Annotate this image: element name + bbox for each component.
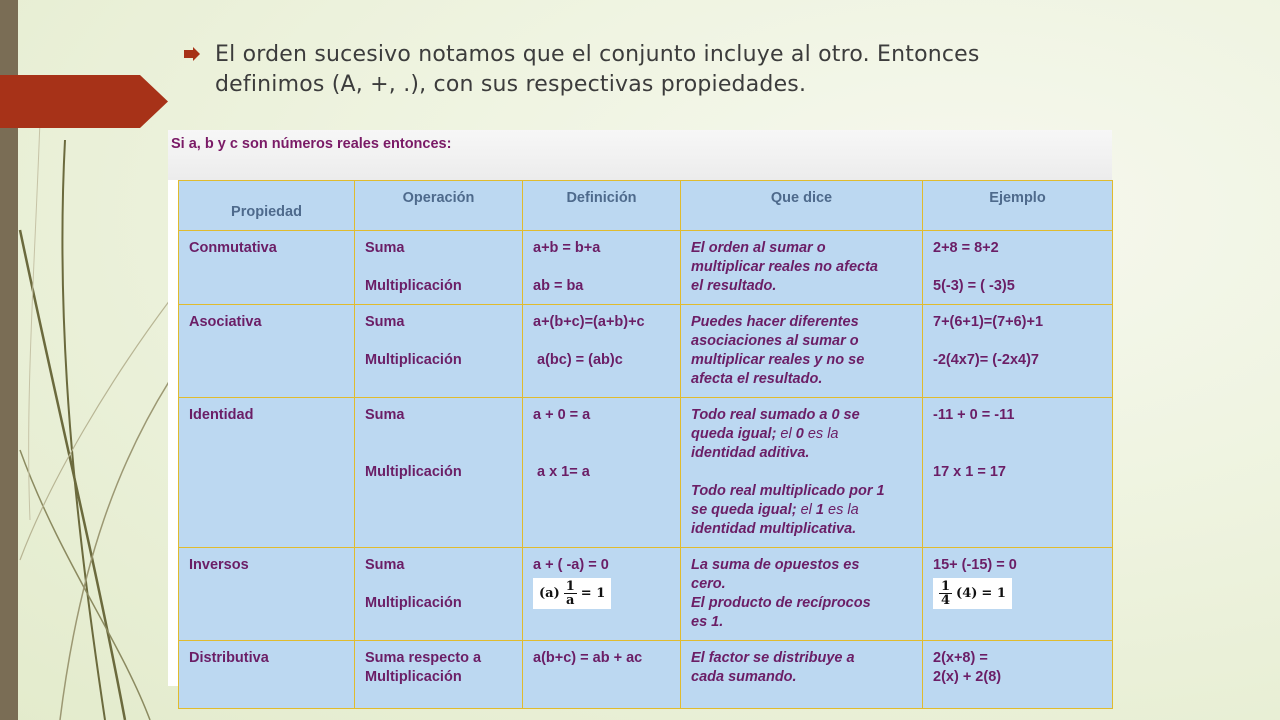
table-row — [179, 398, 1113, 548]
cell-propiedad: Asociativa — [179, 305, 355, 398]
cell-text: 7+(6+1)=(7+6)+1 — [933, 314, 1044, 330]
cell-text: 1 — [815, 502, 824, 518]
cell-text: multiplicar reales y no se — [691, 352, 865, 368]
properties-table — [178, 180, 1113, 709]
cell-text: cada sumando. — [691, 669, 797, 685]
cell-definicion — [523, 548, 681, 641]
cell-text: afecta el resultado. — [691, 371, 823, 387]
cell-text — [691, 425, 912, 444]
formula-text: (a) — [539, 586, 560, 601]
cell-text: a + ( -a) = 0 — [533, 557, 609, 573]
cell-text: el resultado. — [691, 278, 777, 294]
cell-text: Multiplicación — [365, 464, 462, 480]
formula-text: = 1 — [580, 586, 606, 601]
properties-table-image — [168, 130, 1112, 686]
arrow-bullet-icon — [184, 47, 200, 61]
cell-definicion — [523, 398, 681, 548]
cell-text: a(b+c) = ab + ac — [533, 650, 643, 666]
header-que-dice: Que dice — [681, 181, 923, 231]
cell-text: 0 — [795, 426, 804, 442]
cell-que-dice — [681, 398, 923, 548]
table-row — [179, 641, 1113, 709]
table-row — [179, 231, 1113, 305]
reciprocal-example-image — [933, 578, 1012, 609]
cell-que-dice — [681, 641, 923, 709]
cell-que-dice — [681, 305, 923, 398]
cell-text: queda igual; — [691, 426, 777, 442]
cell-text: el — [796, 502, 816, 518]
cell-text: ab = ba — [533, 278, 584, 294]
cell-text: -2(4x7)= (-2x4)7 — [933, 352, 1039, 368]
formula-text: (4) — [956, 586, 978, 601]
header-operacion: Operación — [355, 181, 523, 231]
table-row — [179, 305, 1113, 398]
cell-text: 5(-3) = ( -3)5 — [933, 278, 1015, 294]
cell-definicion — [523, 231, 681, 305]
header-definicion: Definición — [523, 181, 681, 231]
cell-operacion — [355, 231, 523, 305]
fraction-denominator: 4 — [941, 593, 951, 608]
slide-text-line-1: El orden sucesivo notamos que el conjunto incluye al otro. Entonces — [215, 42, 980, 67]
cell-text: 15+ (-15) = 0 — [933, 557, 1017, 573]
cell-text: 17 x 1 = 17 — [933, 464, 1006, 480]
cell-text: identidad aditiva. — [691, 445, 810, 461]
cell-text: Suma — [365, 314, 405, 330]
cell-text: a x 1= a — [537, 464, 590, 480]
cell-text: Suma — [365, 240, 405, 256]
cell-ejemplo — [923, 548, 1113, 641]
cell-text: El factor se distribuye a — [691, 650, 855, 666]
cell-text: Multiplicación — [365, 352, 462, 368]
cell-text: Multiplicación — [365, 669, 462, 685]
slide-body-text — [215, 40, 1215, 100]
cell-propiedad: Conmutativa — [179, 231, 355, 305]
fraction — [564, 580, 577, 607]
cell-text: Suma — [365, 557, 405, 573]
cell-ejemplo — [923, 641, 1113, 709]
fraction — [939, 580, 952, 607]
cell-text: Multiplicación — [365, 278, 462, 294]
cell-text: a(bc) = (ab)c — [537, 352, 623, 368]
reciprocal-formula-image — [533, 578, 611, 609]
cell-text: a + 0 = a — [533, 407, 591, 423]
red-arrow-tab — [0, 75, 168, 128]
cell-text: es la — [823, 502, 859, 518]
cell-ejemplo — [923, 305, 1113, 398]
cell-operacion — [355, 548, 523, 641]
cell-text: Suma — [365, 407, 405, 423]
fraction-denominator: a — [566, 593, 575, 608]
cell-text: 2(x) + 2(8) — [933, 669, 1002, 685]
cell-text: Todo real multiplicado por 1 — [691, 483, 885, 499]
table-row — [179, 548, 1113, 641]
cell-text: asociaciones al sumar o — [691, 333, 859, 349]
table-caption: Si a, b y c son números reales entonces: — [171, 136, 452, 152]
cell-text: La suma de opuestos es — [691, 557, 860, 573]
formula-text: = 1 — [981, 586, 1006, 601]
cell-text: Todo real sumado a 0 se — [691, 407, 860, 423]
cell-text: cero. — [691, 576, 726, 592]
cell-text: Multiplicación — [365, 595, 462, 611]
cell-text: El producto de recíprocos — [691, 595, 871, 611]
cell-text: a+(b+c)=(a+b)+c — [533, 314, 645, 330]
cell-definicion — [523, 305, 681, 398]
cell-text: identidad multiplicativa. — [691, 521, 857, 537]
cell-que-dice — [681, 548, 923, 641]
cell-text: 2(x+8) = — [933, 650, 988, 666]
header-ejemplo: Ejemplo — [923, 181, 1113, 231]
cell-text: es 1. — [691, 614, 724, 630]
cell-text: El orden al sumar o — [691, 240, 826, 256]
cell-definicion — [523, 641, 681, 709]
cell-propiedad: Identidad — [179, 398, 355, 548]
fraction-numerator: 1 — [565, 579, 575, 594]
fraction-numerator: 1 — [941, 579, 951, 594]
table-header-row — [179, 181, 1113, 231]
cell-text: se queda igual; — [691, 502, 797, 518]
slide-text-line-2: definimos (A, +, .), con sus respectivas propiedades. — [215, 72, 807, 97]
cell-text: es la — [803, 426, 839, 442]
cell-que-dice — [681, 231, 923, 305]
cell-ejemplo — [923, 398, 1113, 548]
cell-text: Puedes hacer diferentes — [691, 314, 859, 330]
cell-text — [691, 501, 912, 520]
cell-operacion — [355, 305, 523, 398]
cell-text: Suma respecto a — [365, 650, 482, 666]
cell-operacion — [355, 641, 523, 709]
cell-propiedad: Distributiva — [179, 641, 355, 709]
cell-text: a+b = b+a — [533, 240, 601, 256]
cell-text: multiplicar reales no afecta — [691, 259, 878, 275]
cell-text: 2+8 = 8+2 — [933, 240, 999, 256]
cell-text: -11 + 0 = -11 — [933, 407, 1015, 423]
cell-ejemplo — [923, 231, 1113, 305]
cell-propiedad: Inversos — [179, 548, 355, 641]
cell-text: el — [776, 426, 796, 442]
header-propiedad: Propiedad — [179, 181, 355, 231]
cell-operacion — [355, 398, 523, 548]
